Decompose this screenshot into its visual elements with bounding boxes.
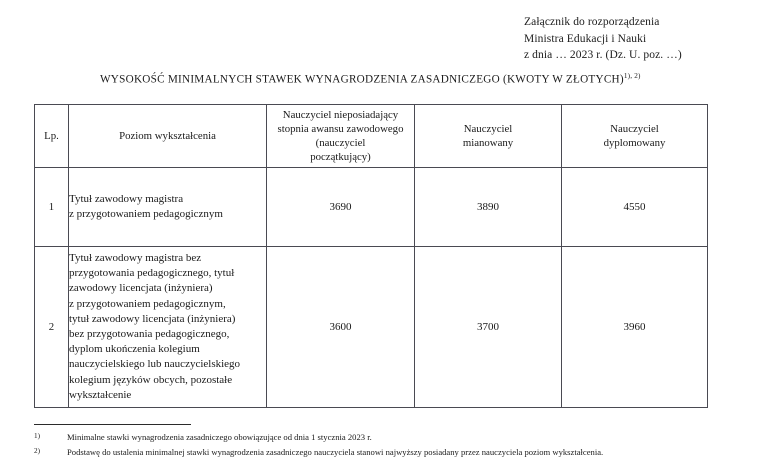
- footnote-1-marker: 1): [34, 432, 40, 440]
- row-1-amount-beginning: 3690: [267, 168, 415, 247]
- row-2-level-line-10: wykształcenie: [69, 388, 132, 401]
- column-header-lp: [35, 105, 69, 168]
- footnote-2: [34, 445, 774, 460]
- footnotes: [34, 430, 774, 459]
- page-title: [100, 72, 641, 86]
- column-header-diploma-line-2: dyplomowany: [603, 137, 666, 149]
- row-2-education-level: [69, 247, 267, 408]
- row-2-level-line-7: dyplom ukończenia kolegium: [69, 343, 200, 356]
- header-line-2: Ministra Edukacji i Nauki: [524, 32, 647, 45]
- row-2-amount-diploma: 3960: [562, 247, 708, 408]
- row-2-level-line-6: bez przygotowania pedagogicznego,: [69, 328, 230, 340]
- row-2-level-line-8: nauczycielskiego lub nauczycielskiego: [69, 358, 241, 371]
- column-header-level: [69, 105, 267, 168]
- row-1-education-level: [69, 168, 267, 247]
- footnote-2-text: Podstawę do ustalenia minimalnej stawki wynagrodzenia zasadniczego nauczyciela stanowi najwyższy posiadany przez nauczyciela poziom wykształcenia.: [67, 446, 604, 457]
- row-1-amount-appointed: 3890: [415, 168, 562, 247]
- column-header-beginning-teacher: [267, 105, 415, 168]
- page-title-text: WYSOKOŚĆ MINIMALNYCH STAWEK WYNAGRODZENIA ZASADNICZEGO (KWOTY W ZŁOTYCH): [100, 73, 624, 86]
- column-header-lp-line-1: Lp.: [44, 130, 59, 142]
- table-row: [35, 168, 708, 247]
- column-header-beginning-line-4: początkujący): [310, 151, 371, 163]
- row-2-level-line-1: Tytuł zawodowy magistra bez: [69, 251, 202, 264]
- row-1-level-line-2: z przygotowaniem pedagogicznym: [69, 208, 223, 220]
- footnote-separator: [34, 424, 191, 425]
- column-header-diploma-line-1: Nauczyciel: [610, 123, 659, 135]
- column-header-beginning-line-2: stopnia awansu zawodowego: [277, 123, 404, 135]
- minimum-wage-table: [34, 104, 708, 408]
- row-1-amount-diploma: 4550: [562, 168, 708, 247]
- header-line-3: z dnia … 2023 r. (Dz. U. poz. …): [524, 49, 682, 61]
- row-2-level-line-3: zawodowy licencjata (inżyniera): [69, 282, 213, 295]
- footnote-2-marker: 2): [34, 446, 40, 455]
- row-2-amount-appointed: 3700: [415, 247, 562, 408]
- column-header-beginning-line-3: (nauczyciel: [315, 137, 366, 149]
- table-header-row: [35, 105, 708, 168]
- column-header-appointed-line-1: Nauczyciel: [463, 123, 513, 135]
- column-header-level-line-1: Poziom wykształcenia: [119, 130, 216, 142]
- document-header: [524, 14, 682, 64]
- page-title-footnote-markers: 1), 2): [623, 72, 641, 80]
- table-row: [35, 247, 708, 408]
- row-2-level-line-5: tytuł zawodowy licencjata (inżyniera): [69, 312, 236, 325]
- row-2-level-line-2: przygotowania pedagogicznego, tytuł: [69, 267, 235, 280]
- row-2-lp: 2: [35, 247, 69, 408]
- header-line-1: Załącznik do rozporządzenia: [524, 16, 660, 28]
- footnote-1: [34, 430, 774, 445]
- row-2-amount-beginning: 3600: [267, 247, 415, 408]
- column-header-appointed-teacher: [415, 105, 562, 168]
- row-2-level-line-9: kolegium języków obcych, pozostałe: [69, 373, 233, 386]
- footnote-1-text: Minimalne stawki wynagrodzenia zasadniczego obowiązujące od dnia 1 stycznia 2023 r.: [67, 432, 372, 442]
- column-header-beginning-line-1: Nauczyciel nieposiadający: [282, 109, 399, 121]
- row-2-level-line-4: z przygotowaniem pedagogicznym,: [69, 297, 226, 310]
- column-header-diploma-teacher: [562, 105, 708, 168]
- row-1-level-line-1: Tytuł zawodowy magistra: [69, 192, 184, 205]
- column-header-appointed-line-2: mianowany: [462, 137, 514, 149]
- row-1-lp: 1: [35, 168, 69, 247]
